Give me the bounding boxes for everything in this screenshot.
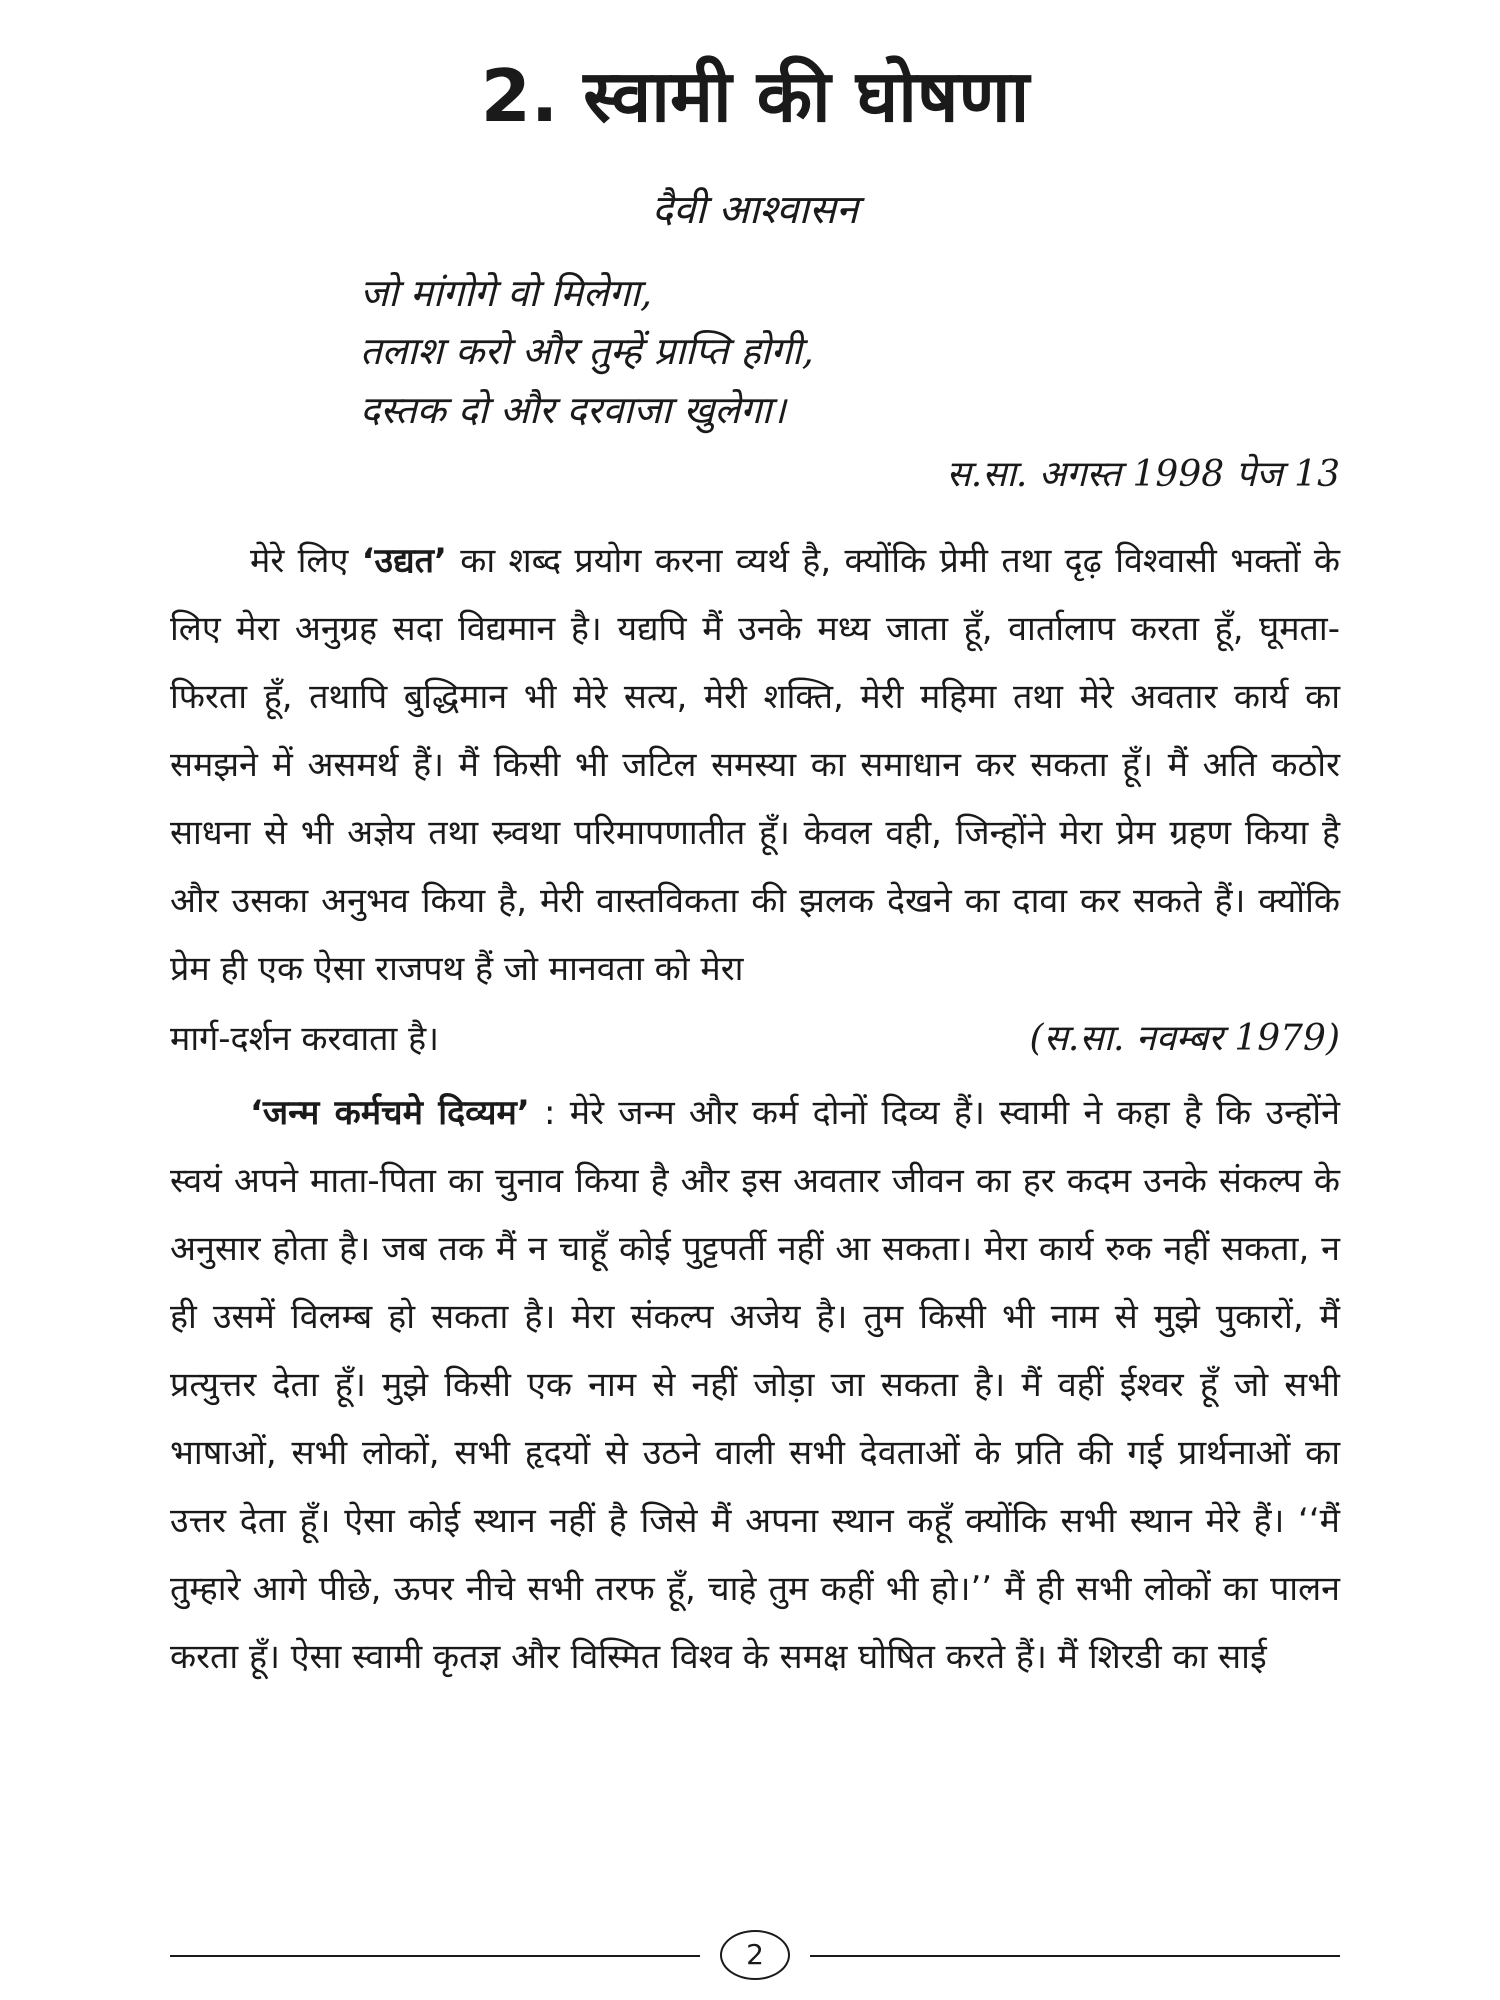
paragraph-1-body: का शब्द प्रयोग करना व्यर्थ है, क्योंकि प्रेमी तथा दृढ़ विश्वासी भक्तों के लिए मेरा अनुग्रह सदा विद्यमान है। यद्यपि मैं उनके मध्य जाता हूँ, वार्तालाप करता हूँ, घूमता-फिरता हूँ, तथापि बुद्धिमान भी मेरे सत्य, मेरी शक्ति, मेरी महिमा तथा मेरे अवतार कार्य का समझने में असमर्थ हैं। मैं किसी भी जटिल समस्या का समाधान कर सकता हूँ। मैं अति कठोर साधना से भी अज्ञेय तथा स्र्वथा परिमापणातीत हूँ। केवल वही, जिन्होंने मेरा प्रेम ग्रहण किया है और उसका अनुभव किया है, मेरी वास्तविकता की झलक देखने का दावा कर सकते हैं। क्योंकि प्रेम ही एक ऐसा राजपथ हैं जो मानवता को मेरा bbox=[170, 540, 1341, 989]
paragraph-2-term: ‘जन्म कर्मचमे दिव्यम’ bbox=[250, 1092, 530, 1133]
paragraph-2 bbox=[170, 1079, 1340, 1691]
verse-line: दस्तक दो और दरवाजा खुलेगा। bbox=[360, 388, 786, 433]
paragraph-1-citation: (स.सा. नवम्बर 1979) bbox=[1029, 1017, 1340, 1059]
paragraph-1 bbox=[170, 527, 1340, 1003]
paragraph-1-lead: मेरे लिए bbox=[250, 540, 362, 581]
page-footer bbox=[170, 1930, 1340, 1980]
verse-block bbox=[360, 264, 1340, 441]
footer-rule-left bbox=[170, 1955, 700, 1957]
chapter-title: 2. स्वामी की घोषणा bbox=[480, 54, 1030, 138]
paragraph-1-term: ‘उद्यत’ bbox=[361, 540, 447, 581]
paragraph-1-ending bbox=[170, 1003, 1340, 1075]
section-subtitle: दैवी आश्वासन bbox=[651, 186, 859, 233]
verse-line: जो मांगोगे वो मिलेगा, bbox=[360, 270, 653, 315]
page-content bbox=[170, 50, 1340, 1691]
paragraph-1-last-line: मार्ग-दर्शन करवाता है। bbox=[170, 1018, 440, 1059]
verse-citation: स.सा. अगस्त 1998 पेज 13 bbox=[946, 454, 1340, 496]
page-number: 2 bbox=[720, 1930, 790, 1980]
verse-line: तलाश करो और तुम्हें प्राप्ति होगी, bbox=[360, 329, 814, 374]
footer-rule-right bbox=[810, 1955, 1340, 1957]
paragraph-2-body: : मेरे जन्म और कर्म दोनों दिव्य हैं। स्वामी ने कहा है कि उन्होंने स्वयं अपने माता-पिता का चुनाव किया है और इस अवतार जीवन का हर कदम उनके संकल्प के अनुसार होता है। जब तक मैं न चाहूँ कोई पुट्टपर्ती नहीं आ सकता। मेरा कार्य रुक नहीं सकता, न ही उसमें विलम्ब हो सकता है। मेरा संकल्प अजेय है। तुम किसी भी नाम से मुझे पुकारों, मैं प्रत्युत्तर देता हूँ। मुझे किसी एक नाम से नहीं जोड़ा जा सकता है। मैं वहीं ईश्वर हूँ जो सभी भाषाओं, सभी लोकों, सभी हृदयों से उठने वाली सभी देवताओं के प्रति की गई प्रार्थनाओं का उत्तर देता हूँ। ऐसा कोई स्थान नहीं है जिसे मैं अपना स्थान कहूँ क्योंकि सभी स्थान मेरे हैं। ‘‘मैं तुम्हारे आगे पीछे, ऊपर नीचे सभी तरफ हूँ, चाहे तुम कहीं भी हो।’’ मैं ही सभी लोकों का पालन करता हूँ। ऐसा स्वामी कृतज्ञ और विस्मित विश्व के समक्ष घोषित करते हैं। मैं शिरडी का साई bbox=[170, 1092, 1340, 1677]
